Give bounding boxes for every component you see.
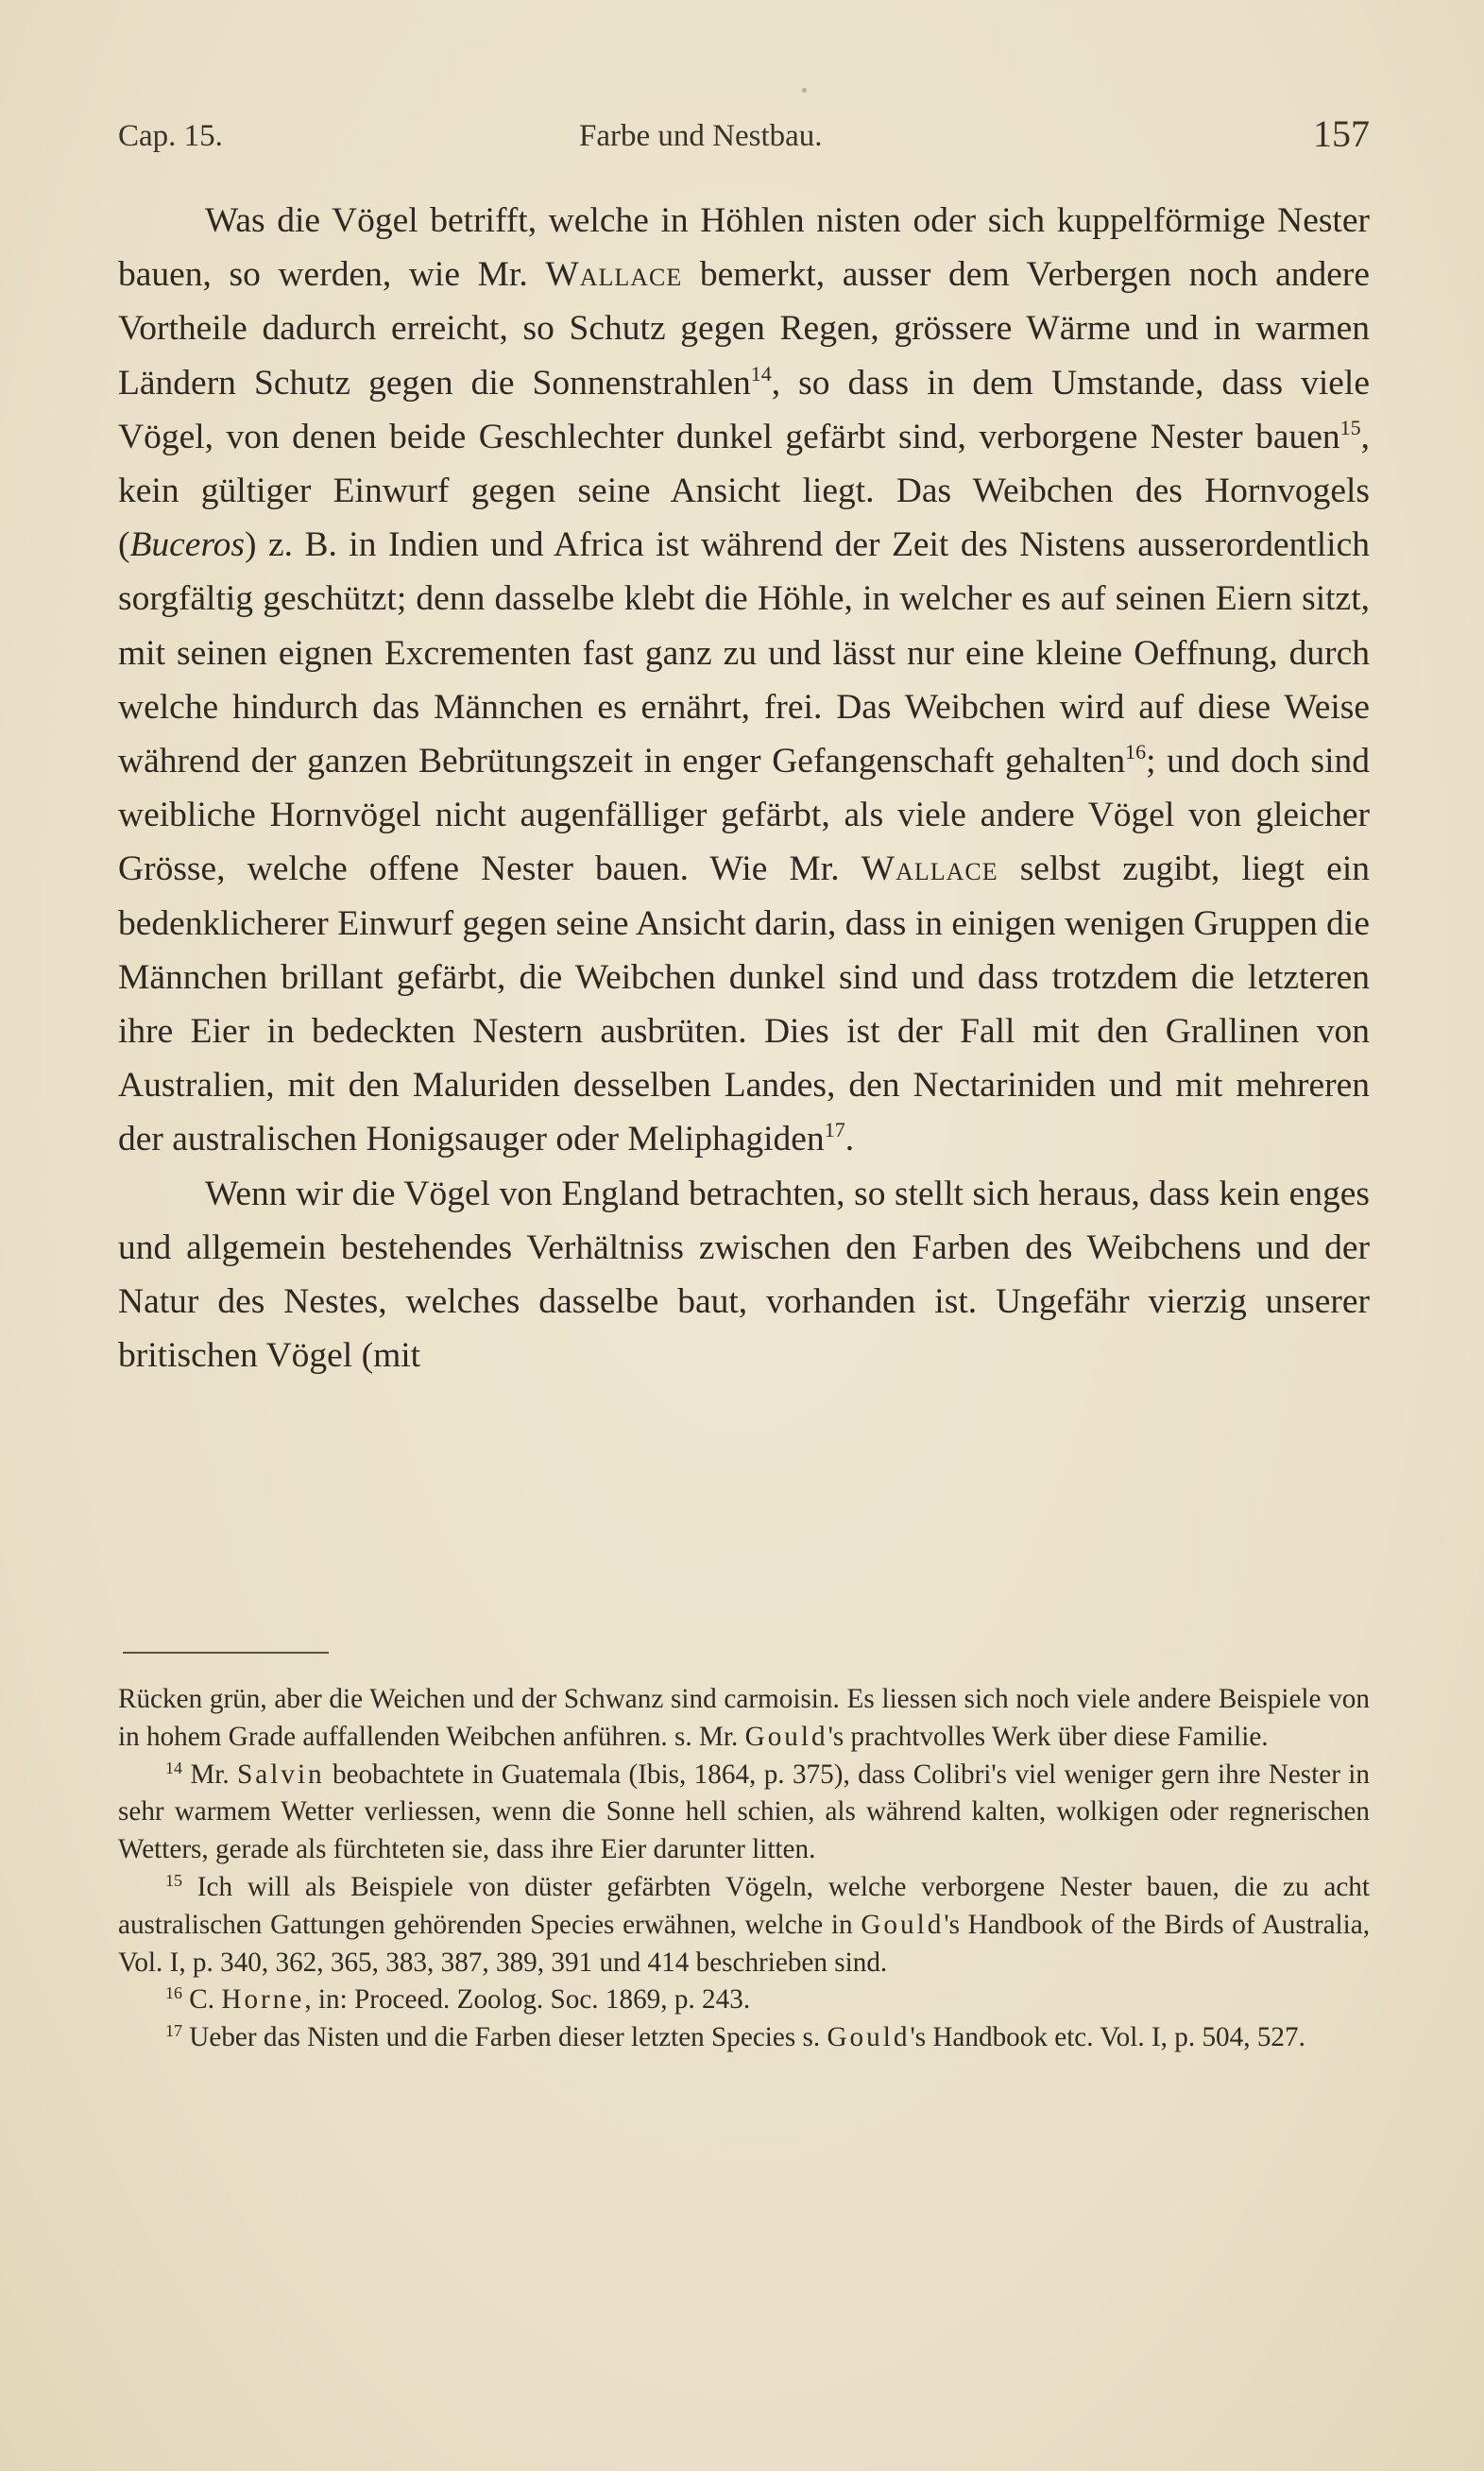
footnote-ref-15: 15 xyxy=(1339,415,1361,439)
footnotes xyxy=(118,1681,1370,2057)
footnote-number: 15 xyxy=(165,1870,182,1890)
footnote-15 xyxy=(118,1869,1370,1982)
author-name-gould: Gould xyxy=(827,2022,911,2053)
text-run: 's prachtvolles Werk über diese Familie. xyxy=(827,1721,1269,1752)
author-name-wallace: Wallace xyxy=(861,849,998,889)
author-name-gould: Gould xyxy=(744,1721,828,1752)
main-text xyxy=(118,194,1370,1382)
text-run: selbst zugibt, liegt ein bedenklicherer Einwurf gegen seine Ansicht darin, dass in einigen wenigen Gruppen die Männchen brillant gefärbt, die Weibchen dunkel sind und dass trotzdem die letzteren ihre Eier in bedeckten Nestern ausbrüten. Dies ist der Fall mit den Grallinen von Australien, mit den Maluriden desselben Landes, den Nectariniden und mit mehreren der australischen Honigsauger oder Meliphagiden xyxy=(118,849,1370,1159)
running-head xyxy=(118,112,1370,159)
print-speck xyxy=(802,88,807,93)
text-run: beobachtete in Guatemala (Ibis, 1864, p. 375), dass Colibri's viel weniger gern ihre Nester in sehr warmem Wetter verliessen, wenn die Sonne hell schien, als während kalten, wolkigen oder regnerischen Wetters, gerade als fürchteten sie, dass ihre Eier darunter litten. xyxy=(118,1759,1370,1865)
text-run: Ueber das Nisten und die Farben dieser letzten Species s. xyxy=(182,2022,827,2053)
text-run: bemerkt, ausser dem Verbergen noch andere Vortheile dadurch erreicht, so Schutz gegen Regen, grössere Wärme und in warmen Ländern Schutz gegen die Sonnenstrahlen xyxy=(118,255,1370,403)
text-run: 's Handbook of the Birds of Australia, Vol. I, p. 340, 362, 365, 383, 387, 389, 391 und 414 beschrieben sind. xyxy=(118,1909,1371,1978)
text-run: , kein gültiger Einwurf gegen seine Ansicht liegt. Das Weibchen des Hornvogels ( xyxy=(118,417,1370,565)
author-name-horne: Horne xyxy=(221,1984,305,2016)
text-run: ) z. B. in Indien und Africa ist während der Zeit des Nistens ausserordentlich sorgfältig geschützt; denn dasselbe klebt die Höhle, in welcher es auf seinen Eiern sitzt, mit seinen eignen Excrementen fast ganz zu und lässt nur eine kleine Oeffnung, durch welche hindurch das Männchen es ernährt, frei. Das Weibchen wird auf diese Weise während der ganzen Bebrütungszeit in enger Gefangenschaft gehalten xyxy=(118,525,1370,781)
paragraph-1 xyxy=(118,194,1370,1167)
author-name-salvin: Salvin xyxy=(237,1759,325,1790)
chapter-label: Cap. 15. xyxy=(118,119,223,153)
text-run: , in: Proceed. Zoolog. Soc. 1869, p. 243. xyxy=(304,1984,751,2016)
footnote-ref-14: 14 xyxy=(750,361,772,386)
footnote-ref-16: 16 xyxy=(1125,740,1147,764)
footnote-17 xyxy=(118,2019,1370,2057)
text-run: . xyxy=(844,1120,855,1159)
footnote-14 xyxy=(118,1757,1370,1869)
footnote-number: 16 xyxy=(165,1983,182,2003)
footnote-16 xyxy=(118,1982,1370,2019)
footnote-number: 14 xyxy=(165,1758,182,1777)
text-run: Rücken grün, aber die Weichen und der Schwanz sind carmoisin. Es liessen sich noch viele andere Beispiele von in hohem Grade auffallenden Weibchen anführen. s. Mr. xyxy=(118,1684,1370,1752)
author-name-gould: Gould xyxy=(861,1909,945,1940)
author-name-wallace: Wallace xyxy=(545,255,683,295)
running-title: Farbe und Nestbau. xyxy=(579,119,823,153)
text-run: Ich will als Beispiele von düster gefärbten Vögeln, welche verborgene Nester bauen, die zu acht australischen Gattungen gehörenden Species erwähnen, welche in xyxy=(118,1871,1370,1940)
paragraph-2: Wenn wir die Vögel von England betrachten, so stellt sich heraus, dass kein enges und allgemein bestehendes Verhältniss zwischen den Farben des Weibchens und der Natur des Nestes, welches dasselbe baut, vorhanden ist. Ungefähr vierzig unserer britischen Vögel (mit xyxy=(118,1174,1370,1376)
text-run: 's Handbook etc. Vol. I, p. 504, 527. xyxy=(910,2022,1305,2053)
text-run: Was die Vögel betrifft, welche in Höhlen nisten oder sich kuppelförmige Nester bauen, so werden, wie Mr. xyxy=(118,201,1370,295)
text-run: ; und doch sind weibliche Hornvögel nicht augenfälliger gefärbt, als viele andere Vögel von gleicher Grösse, welche offene Nester bauen. Wie Mr. xyxy=(118,742,1371,889)
footnote-continuation xyxy=(118,1681,1370,1757)
text-run: C. xyxy=(182,1984,222,2016)
text-run: , so dass in dem Umstande, dass viele Vögel, von denen beide Geschlechter dunkel gefärbt sind, verborgene Nester bauen xyxy=(118,363,1370,456)
footnote-ref-17: 17 xyxy=(824,1118,845,1142)
footnote-rule xyxy=(123,1652,329,1654)
genus-name: Buceros xyxy=(129,525,245,565)
page-number: 157 xyxy=(1313,112,1370,155)
text-run: Mr. xyxy=(182,1759,238,1790)
footnote-number: 17 xyxy=(165,2021,182,2041)
